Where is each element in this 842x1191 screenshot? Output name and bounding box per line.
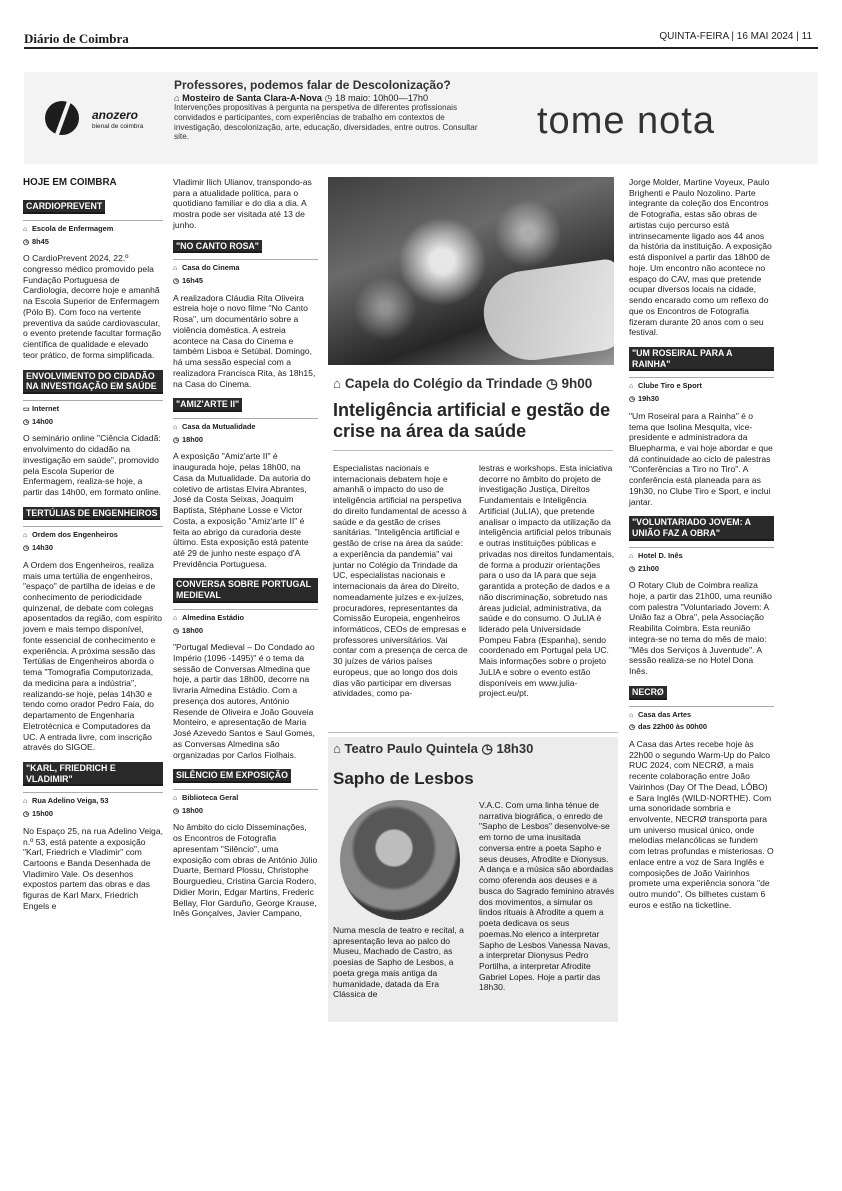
monitor-icon: ▭: [23, 405, 30, 413]
clock-icon: ◷: [629, 396, 636, 404]
event-block: [23, 507, 163, 753]
clock-icon: ◷: [545, 376, 558, 391]
event-meta: [629, 547, 774, 574]
event-place: Ordem dos Engenheiros: [32, 530, 118, 540]
article-body-col-b: V.A.C. Com uma linha ténue de narrativa biográfica, o enredo de "Sapho de Lesbos" desenvolve-se em torno de uma inusitada conversa entre a poeta Sapho e seus deuses, Afrodite e Dionysus. A dança e a música são abordadas como oferenda aos deuses e a busca do Sagrado feminino através dos movimentos, a simular os lindos rituais à Afrodite a quem a poeta dedicava os seus poemas.No elenco a interpretar Sapho de Lesbos Vanessa Navas, a interpretar Dionysus Pedro Portilha, a interpretar Afrodite Gabriel Lopes. Hoje a partir das 18h30.: [479, 800, 615, 993]
column-1: [23, 177, 163, 921]
clock-icon: ◷: [629, 565, 636, 573]
column-2: [173, 177, 318, 928]
event-block: [629, 347, 774, 507]
brand-name: anozero: [92, 108, 139, 122]
event-block: [173, 240, 318, 390]
event-tag: TERTÚLIAS DE ENGENHEIROS: [23, 507, 160, 521]
home-icon: ⌂: [629, 383, 634, 391]
event-time: 14h00: [32, 416, 53, 426]
clock-icon: ◷: [173, 278, 180, 286]
clock-icon: ◷: [629, 724, 636, 732]
sapho-portrait-photo: [340, 800, 460, 920]
article-venue-name: Teatro Paulo Quintela: [344, 741, 478, 756]
ai-brain-photo: [328, 177, 614, 365]
event-block: [173, 578, 318, 760]
event-block: [23, 200, 163, 360]
brand-subtitle: bienal de coimbra: [92, 123, 144, 130]
promo-description: Intervenções propositivas à pergunta na perspetiva de diferentes profissionais convidados e participantes, com experiências de trabalho em contextos de investigação, descolonização, arte, educação, diversidades, entre outros. Consultar site.: [174, 103, 478, 142]
home-icon: ⌂: [173, 795, 178, 803]
event-block: [23, 370, 163, 498]
event-meta: [23, 400, 163, 427]
event-block: [629, 516, 774, 676]
event-text: A exposição "Amiz'arte II" é inaugurada hoje, pelas 18h00, na Casa da Mutualidade. Da autoria do coletivo de artistas Elvira Abrantes, José da Costa Seixas, Joaquim Baptista, Stéphane Losse e Victor Costa, a exposição "Amiz'arte II" é feita ao abrigo da curadoria deste último. Esta exposição está patente até 29 de junho neste espaço d'A Previdência Portuguesa.: [173, 451, 311, 569]
clock-icon: ◷: [23, 238, 30, 246]
event-tag: "UM ROSEIRAL PARA A RAINHA": [629, 347, 774, 371]
clock-icon: ◷: [324, 93, 333, 103]
event-tag: SILÊNCIO EM EXPOSIÇÃO: [173, 769, 291, 783]
home-icon: ⌂: [23, 225, 28, 233]
home-icon: ⌂: [173, 424, 178, 432]
article-body-col-b: lestras e workshops. Esta iniciativa decorre no âmbito do projeto de investigação Justiça, Direitos Fundamentais e Inteligência Artificial (JuLIA), que pretende analisar o impacto da utilização da inteligência artificial pelos tribunais e outras instituições públicas e privadas nos direitos fundamentais, de forma a produzir orientações para o uso da IA para que seja garantida a proteção de dados e a não discriminação, sobretudo nas áreas judicial, administrativa, da saúde e do consumo. O JuLIA é liderado pela Universidade Pompeu Fabra (Espanha), sendo coordenado em Portugal pela UC. Mais informações sobre o projeto JuLIA e sobre o evento estão disponíveis em www.julia-project.eu/pt.: [479, 463, 615, 699]
clock-icon: ◷: [173, 807, 180, 815]
clock-icon: ◷: [23, 811, 30, 819]
event-place: Escola de Enfermagem: [32, 223, 114, 233]
date-line: QUINTA-FEIRA | 16 MAI 2024 | 11: [659, 31, 812, 42]
divider: [333, 450, 613, 451]
newspaper-logo: Diário de Coimbra: [24, 31, 129, 46]
section-title: tome nota: [537, 100, 715, 142]
event-tag: CARDIOPREVENT: [23, 200, 105, 214]
event-text: A realizadora Cláudia Rita Oliveira estreia hoje o novo filme "No Canto Rosa", um documentário sobre a violência doméstica. A estreia acontece na Casa do Cinema e também Lisboa e Setúbal. Domingo, há uma sessão especial com a realizadora Francisca Rita, às 18h15, na Casa do Cinema.: [173, 292, 316, 389]
event-text: "Um Roseiral para a Rainha" é o tema que Isolina Mesquita, vice-presidente e administradora da Bluepharma, e vai hoje abordar e que dá continuidade ao ciclo de palestras "Conferências a Tiro no Tiro". A conferência está planeada para as 19h30, no Clube Tiro e Sport, e inclui jantar.: [629, 410, 773, 507]
clock-icon: ◷: [481, 741, 493, 756]
event-time: das 22h00 às 00h00: [638, 722, 708, 732]
event-meta: [23, 792, 163, 819]
event-place: Internet: [32, 403, 60, 413]
event-text: No Espaço 25, na rua Adelino Veiga, n.º 53, está patente a exposição "Karl, Friedrich e Vladimir" com Cartoons e Banda Desenhada de Vladimiro Vale. Os desenhos expostos partem das obras e das figuras de Karl Marx, Friedrich Engels e: [23, 825, 163, 911]
event-text: O CardioPrevent 2024, 22.º congresso médico promovido pela Fundação Portuguesa de Cardiologia, decorre hoje e amanhã na Escola Superior de Enfermagem (Pólo B). Com foco na vertente preventiva da saúde cardiovascular, o evento pretende facultar formação científica de qualidade e elevado teor prático, de forma simplificada.: [23, 253, 162, 360]
event-time: 8h45: [32, 236, 49, 246]
event-tag: "NO CANTO ROSA": [173, 240, 262, 254]
home-icon: ⌂: [333, 741, 341, 756]
article-venue: [333, 741, 533, 757]
home-icon: ⌂: [23, 532, 28, 540]
event-place: Casa da Mutualidade: [182, 422, 256, 432]
event-tag: CONVERSA SOBRE PORTUGAL MEDIEVAL: [173, 578, 318, 602]
event-meta: [23, 220, 163, 247]
event-tag: "KARL, FRIEDRICH E VLADIMIR": [23, 762, 163, 786]
continued-text: Jorge Molder, Martine Voyeux, Paulo Brighenti e Paulo Nozolino. Parte integrante da coleção dos Encontros de Fotografia, estas são obras de artistas cujo percurso está intrinsecamente ligado aos 44 anos da história da instituição. A exposição está disponível a partir das 18h00 de hoje. Um encontro não acontece no espaço do CAV, mas que pretende ocupar diversos locais na cidade, sendo encarado como um reflexo do que os Encontros de Fotografia fizeram durante 20 anos com o seu festival.: [629, 177, 772, 338]
event-place: Almedina Estádio: [182, 612, 245, 622]
top-divider: [24, 47, 818, 49]
event-meta: [629, 377, 774, 404]
event-time: 18h00: [182, 625, 203, 635]
event-tag: "VOLUNTARIADO JOVEM: A UNIÃO FAZ A OBRA": [629, 516, 774, 540]
event-block: [173, 398, 318, 569]
event-place: Casa do Cinema: [182, 263, 240, 273]
event-text: A Ordem dos Engenheiros, realiza mais uma tertúlia de engenheiros, "espaço" de partilha de ideias e de conhecimento de periodicidade quinzenal, de debate com colegas aposentados da região, com espírito jovem e mais tempo disponível, fonte essencial de conhecimento e experiência. A próxima sessão das Tertúlias de Engenheiros aborda o tema "Tomografia Computorizada, da medicina para a indústria", realizando-se hoje, pelas 14h30 e tendo como orador Pedro Faia, do departamento de Engenharia Eletrotécnica e Computadores da UC. A entrada livre, com inscrição através do SIGOE.: [23, 559, 163, 753]
promo-when: 18 maio: 10h00—17h0: [335, 93, 429, 103]
event-time: 16h45: [182, 276, 203, 286]
clock-icon: ◷: [23, 545, 30, 553]
article-time: 18h30: [496, 741, 534, 756]
event-meta: [173, 259, 318, 286]
event-meta: [173, 609, 318, 636]
event-place: Hotel D. Inês: [638, 550, 683, 560]
event-time: 18h00: [182, 434, 203, 444]
continued-text: Vladimir Ilich Ulianov, transpondo-as para a atualidade política, para o quotidiano familiar e do dia a dia. A mostra pode ser visitada até 13 de junho.: [173, 177, 312, 230]
home-icon: ⌂: [629, 552, 634, 560]
article-body-col-a: Numa mescla de teatro e recital, a apresentação leva ao palco do Museu, Machado de Castro, as poesias de Sapho de Lesbos, a poeta grega mais antiga da humanidade, datada da Era Clássica de: [333, 925, 464, 1000]
home-icon: ⌂: [23, 798, 28, 806]
event-block: [23, 762, 163, 912]
event-text: O Rotary Club de Coimbra realiza hoje, a partir das 21h00, uma reunião com palestra "Voluntariado Jovem: A União faz a Obra", pela Associação Reabilita Coimbra. Esta reunião integra-se no tema do mês de maio: "Mês dos Serviços à Juventude". A sessão realiza-se no Hotel Dona Inês.: [629, 580, 772, 677]
event-place: Clube Tiro e Sport: [638, 381, 702, 391]
event-meta: [173, 789, 318, 816]
event-tag: ENVOLVIMENTO DO CIDADÃO NA INVESTIGAÇÃO EM SAÚDE: [23, 370, 163, 394]
column-4: [629, 177, 774, 920]
clock-icon: ◷: [173, 436, 180, 444]
event-time: 15h00: [32, 809, 53, 819]
article-body-col-a: Especialistas nacionais e internacionais debatem hoje e amanhã o impacto do uso de inteligência artificial na perspetiva do direito fundamental de acesso à saúde e da gestão de crises sanitárias. "Inteligência artificial e gestão de crise na área da saúde: a experiência da pandemia" vai juntar no Colégio da Trindade da UC, especialistas nacionais e internacionais da área do Direito, nomeadamente juízes e ex-juízes, procuradores, representantes da Comissão Europeia, engenheiros informáticos, CEOs de empresas e professores universitários. Vai contar com a presença de cerca de 30 juízes de vários países europeus, que ao longo dos dois dias vão participar em diversas atividades, como pa-: [333, 463, 468, 699]
article-venue-name: Capela do Colégio da Trindade: [344, 376, 543, 391]
event-text: O seminário online "Ciência Cidadã: envolvimento do cidadão na investigação em saúde", promovido pela Escola Superior de Enfermagem, realiza-se hoje, a partir das 14h00, em formato online.: [23, 433, 162, 497]
anozero-logo-icon: [45, 101, 79, 135]
event-time: 19h30: [638, 394, 659, 404]
home-icon: ⌂: [173, 614, 178, 622]
home-icon: ⌂: [173, 265, 178, 273]
event-meta: [173, 418, 318, 445]
divider: [328, 732, 618, 733]
clock-icon: ◷: [23, 418, 30, 426]
event-time: 14h30: [32, 543, 53, 553]
event-place: Biblioteca Geral: [182, 793, 239, 803]
event-time: 18h00: [182, 805, 203, 815]
event-time: 21h00: [638, 563, 659, 573]
home-icon: ⌂: [629, 711, 634, 719]
event-meta: [23, 526, 163, 553]
event-tag: NECRØ: [629, 686, 667, 700]
event-block: [629, 686, 774, 911]
section-heading: HOJE EM COIMBRA: [23, 177, 117, 188]
article-headline: Inteligência artificial e gestão de crise na área da saúde: [333, 400, 611, 441]
event-text: A Casa das Artes recebe hoje às 22h00 o segundo Warm-Up do Palco RUC 2024, com NECRØ, a mais recente colaboração entre João Vairinhos (Day Of The Dead, LÔBO) e Sara Inglês (WILD-NORTHE). Com uma sonoridade sombria e envolvente, NECRØ transporta para um universo musical único, onde melodias melancólicas se fundem com letras profundas e misteriosas. O enlace entre a voz de Sara Inglês e composições de João Vairinhos promete uma experiência sonora "de outro mundo". Os bilhetes custam 6 euros e estão na ticketline.: [629, 738, 774, 910]
article-headline: Sapho de Lesbos: [333, 769, 474, 788]
event-place: Casa das Artes: [638, 709, 692, 719]
event-text: No âmbito do ciclo Disseminações, os Encontros de Fotografia apresentam "Silêncio", uma exposição com obras de António Júlio Duarte, Bernard Plossu, Christophe Bourguedieu, Cristina Garcia Rodero, Didier Morin, Edgar Martins, Frederic Bellay, Flor Garduño, George Krause, Inês Gonçalves, Javier Campano,: [173, 822, 318, 919]
event-block: [173, 769, 318, 919]
home-icon: ⌂: [333, 376, 342, 391]
article-venue: [333, 376, 592, 393]
event-meta: [629, 706, 774, 733]
clock-icon: ◷: [173, 627, 180, 635]
article-time: 9h00: [561, 376, 593, 391]
event-place: Rua Adelino Veiga, 53: [32, 796, 109, 806]
promo-title: Professores, podemos falar de Descolonização?: [174, 78, 451, 92]
home-icon: ⌂: [174, 93, 180, 103]
event-tag: "AMIZ'ARTE II": [173, 398, 242, 412]
promo-venue: Mosteiro de Santa Clara-A-Nova: [182, 93, 323, 103]
event-text: "Portugal Medieval – Do Condado ao Império (1096 -1495)" é o tema da sessão de Conversas Almedina que hoje, a partir das 18h00, decorre na livraria Almedina Estádio. Com a presença dos autores, António Resende de Oliveira e João Gouveia Monteiro, e apresentação de Maria José Azevedo Santos e Saul Gomes, as Conversas Almedina são organizadas por Carlos Fiolhais.: [173, 642, 315, 760]
